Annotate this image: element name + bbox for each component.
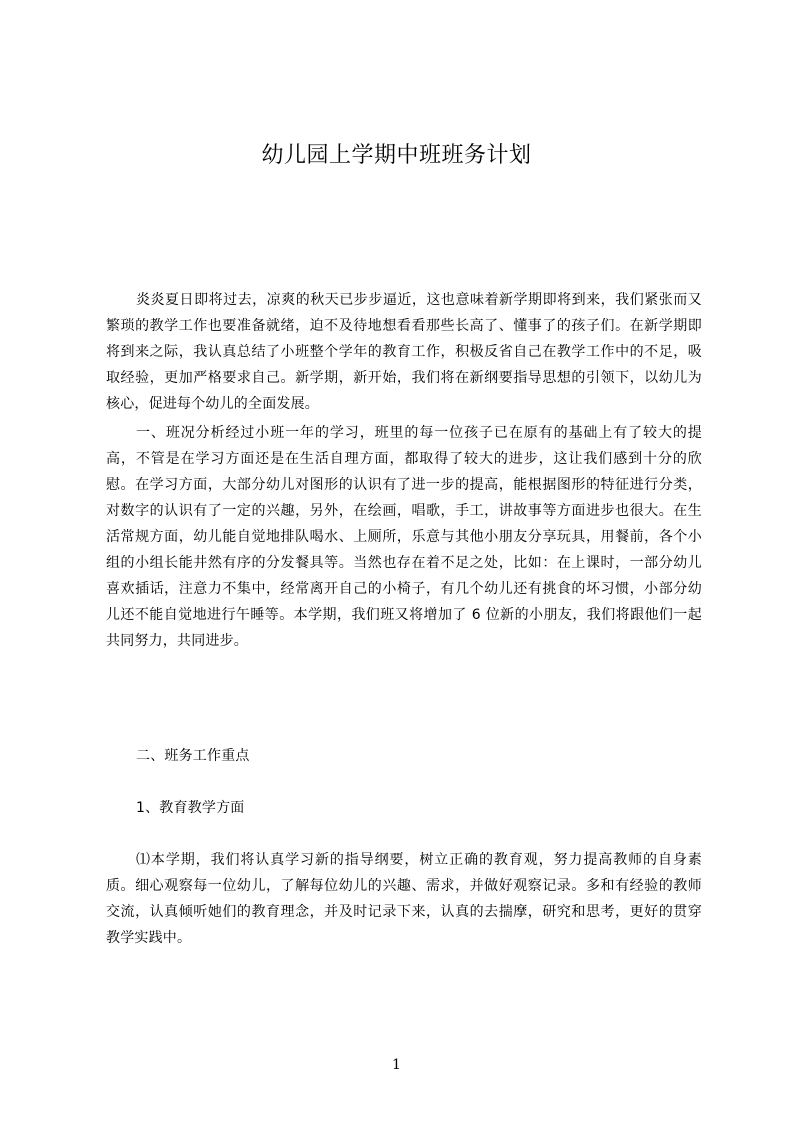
section-two-heading: 二、班务工作重点 [136,748,250,764]
document-title: 幼儿园上学期中班班务计划 [261,143,532,168]
class-analysis-paragraph: 一、班况分析经过小班一年的学习，班里的每一位孩子已在原有的基础上有了较大的提高，不管是在学习方面还是在生活自理方面，都取得了较大的进步，这让我们感到十分的欣慰。在学习方面，大部分幼儿对图形的认识有了进一步的提高，能根据图形的特征进行分类，对数字的认识有了一定的兴趣，另外，在绘画，唱歌，手工，讲故事等方面进步也很大。在生活常规方面，幼儿能自觉地排队喝水、上厕所，乐意与其他小朋友分享玩具，用餐前，各个小组的小组长能井然有序的分发餐具等。当然也存在着不足之处，比如：在上课时，一部分幼儿喜欢插话，注意力不集中，经常离开自己的小椅子，有几个幼儿还有挑食的坏习惯，小部分幼儿还不能自觉地进行午睡等。本学期，我们班又将增加了 6 位新的小朋友，我们将跟他们一起共同努力，共同进步。 [106,425,702,649]
item-one-paragraph: ⑴本学期，我们将认真学习新的指导纲要，树立正确的教育观，努力提高教师的自身素质。细心观察每一位幼儿，了解每位幼儿的兴趣、需求，并做好观察记录。多和有经验的教师交流，认真倾听她们的教育理念，并及时记录下来，认真的去揣摩，研究和思考，更好的贯穿教学实践中。 [106,852,702,946]
intro-paragraph: 炎炎夏日即将过去，凉爽的秋天已步步逼近，这也意味着新学期即将到来，我们紧张而又繁琐的教学工作也要准备就绪，迫不及待地想看看那些长高了、懂事了的孩子们。在新学期即将到来之际，我认真总结了小班整个学年的教育工作，积极反省自己在教学工作中的不足，吸取经验，更加严格要求自己。新学期，新开始，我们将在新纲要指导思想的引领下，以幼儿为核心，促进每个幼儿的全面发展。 [106,292,702,412]
teaching-subsection-heading: 1、教育教学方面 [136,800,245,816]
page-number: 1 [392,1057,401,1073]
